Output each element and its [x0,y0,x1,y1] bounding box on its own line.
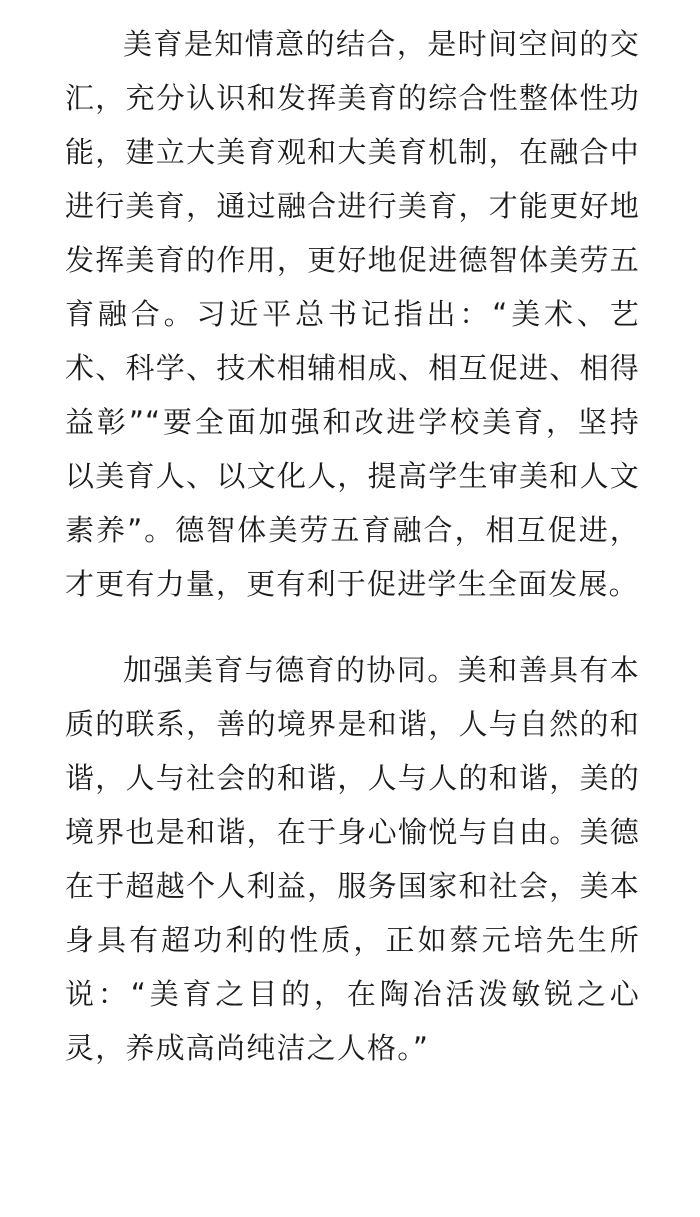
article-body [65,17,640,1075]
paragraph-aesthetic-moral-coordination: 加强美育与德育的协同。美和善具有本质的联系，善的境界是和谐，人与自然的和谐，人与社会的和谐，人与人的和谐，美的境界也是和谐，在于身心愉悦与自由。美德在于超越个人利益，服务国家和社会，美本身具有超功利的性质，正如蔡元培先生所说：“美育之目的，在陶冶活泼敏锐之心灵，养成高尚纯洁之人格。” [65,653,640,1065]
paragraph-aesthetic-education-integration: 美育是知情意的结合，是时间空间的交汇，充分认识和发挥美育的综合性整体性功能，建立大美育观和大美育机制，在融合中进行美育，通过融合进行美育，才能更好地发挥美育的作用，更好地促进德智体美劳五育融合。习近平总书记指出：“美术、艺术、科学、技术相辅相成、相互促进、相得益彰”“要全面加强和改进学校美育，坚持以美育人、以文化人，提高学生审美和人文素养”。德智体美劳五育融合，相互促进，才更有力量，更有利于促进学生全面发展。 [65,27,640,601]
